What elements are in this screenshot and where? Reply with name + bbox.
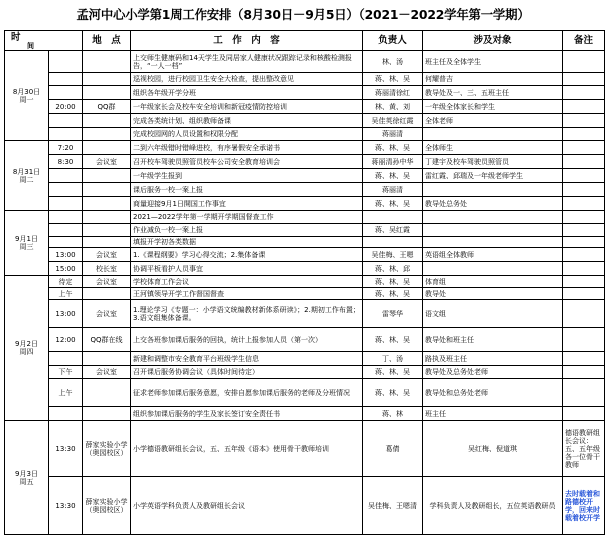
table-row: 商量迎接9月1日開国工作事宜 蒋、林、吴 教导处总务处	[5, 197, 605, 211]
table-row: 组织各年级开学分班 蒋丽清徐红 教导处及一、三、五班主任	[5, 86, 605, 100]
table-row: 9月2日 周四 待定 会议室 学校体育工作会议 蒋、林、吴 体育组	[5, 276, 605, 288]
table-row: 课后服务一校一案上报 蒋丽清	[5, 183, 605, 197]
table-row: 完成各类统计划、组织教师备课 吴佳英徐红霞 全体老师	[5, 114, 605, 128]
table-row: 15:00 校长室 协调平板看护人员事宜 蒋、林、邱	[5, 262, 605, 276]
header-note: 备注	[563, 31, 605, 51]
table-row: 作业减负一校一案上报 蒋、吴红霞	[5, 224, 605, 237]
table-row: 20:00 QQ群 一年级家长会及校车安全培训和新冠疫情防控培训 林、黄、刘 一年级全体家长和学生	[5, 100, 605, 114]
table-row: 9月1日 周三 2021—2022学年第一学期开学期国督查工作	[5, 211, 605, 224]
table-row: 填报开学初各类数据	[5, 237, 605, 248]
table-row: 组织参加课后服务的学生及家长签订安全责任书 蒋、林 班主任	[5, 407, 605, 421]
table-row: 新建和调整市安全教育平台班级学生信息 丁、汤 路执及班主任	[5, 352, 605, 366]
header-time: 时 间	[5, 31, 83, 51]
table-row: 12:00 QQ群在线 上交各班参加课后服务的回执，统计上报参加人员（第一次） 蒋、林、吴 教导处和班主任	[5, 328, 605, 352]
day-cell: 8月31日 周二	[5, 141, 49, 211]
header-work: 工 作 内 容	[131, 31, 363, 51]
day-cell: 9月1日 周三	[5, 211, 49, 276]
table-row: 一年级学生报到 蒋、林、吴 雷红霞、邱瑞及一年级老师学生	[5, 169, 605, 183]
header-row	[5, 31, 605, 51]
header-place: 地 点	[83, 31, 131, 51]
table-row: 8月30日 周一 上交师生健康码和14天学生及同居家人健康状况跟踪记录和核酸检测报告，“一人一档” 林、汤 班主任及全体学生	[5, 51, 605, 73]
header-target: 涉及对象	[423, 31, 563, 51]
day-cell: 9月2日 周四	[5, 276, 49, 421]
note-cell: 去时载着和路德校开学，回来时载着校开学	[563, 477, 605, 535]
table-row: 上午 王河镇领导开学工作督国督查 蒋、林、吴 教导处	[5, 288, 605, 300]
schedule-table	[4, 30, 605, 535]
table-row: 完成校园网的人员设置和权限分配 蒋丽清	[5, 128, 605, 141]
header-owner: 负责人	[363, 31, 423, 51]
table-row: 巡视校园，进行校园卫生安全大检查，提出整改意见 蒋、林、吴 何耀普吉	[5, 73, 605, 86]
table-row: 13:00 会议室 1.理论学习《专题一：小学语文统编教材新体系研读》；2.期初工作布置；3.语文组集体备课。 雷琴华 语文组	[5, 300, 605, 328]
table-row: 13:00 会议室 1.《课程纲要》学习心得交流；2.集体备课 吴佳梅、王嗯 英语组全体教师	[5, 248, 605, 262]
note-cell: 德语教研组长会议：五、五年级各一位骨干教师	[563, 421, 605, 477]
table-row: 13:30 薛家实验小学（奥园校区） 小学英语学科负责人及教研组长会议 吴佳梅、王嗯清 学科负责人及教研组长，五位英语教研员 去时载着和路德校开学，回来时载着校开学	[5, 477, 605, 535]
table-row: 上午 征求老师参加课后服务意愿，安排自愿参加课后服务的老师及分班情况 蒋、林、吴 教导处和总务处老师	[5, 379, 605, 407]
table-row: 9月3日 周五 13:30 薛家实验小学（奥园校区） 小学德语教研组长会议，五、五年级《语本》使用骨干教师培训 葛倩 吴红梅、倪道琪 德语教研组长会议：五、五年级各一位骨干教师	[5, 421, 605, 477]
table-row: 下午 会议室 召开课后服务协调会议（具体时间待定） 蒋、林、吴 教导处及总务处老师	[5, 366, 605, 379]
table-row: 8:30 会议室 召开校车驾驶员照管员校车公司安全教育培训会 蒋丽清孙中华 丁建宇及校车驾驶员照管员	[5, 155, 605, 169]
day-cell: 9月3日 周五	[5, 421, 49, 535]
table-row: 8月31日 周二 7:20 二到六年级错时错峰进校，有序暑假安全承诺书 蒋、林、吴 全体师生	[5, 141, 605, 155]
day-cell: 8月30日 周一	[5, 51, 49, 141]
page-title: 孟河中心小学第1周工作安排（8月30日－9月5日）（2021－2022学年第一学期）	[76, 7, 530, 22]
